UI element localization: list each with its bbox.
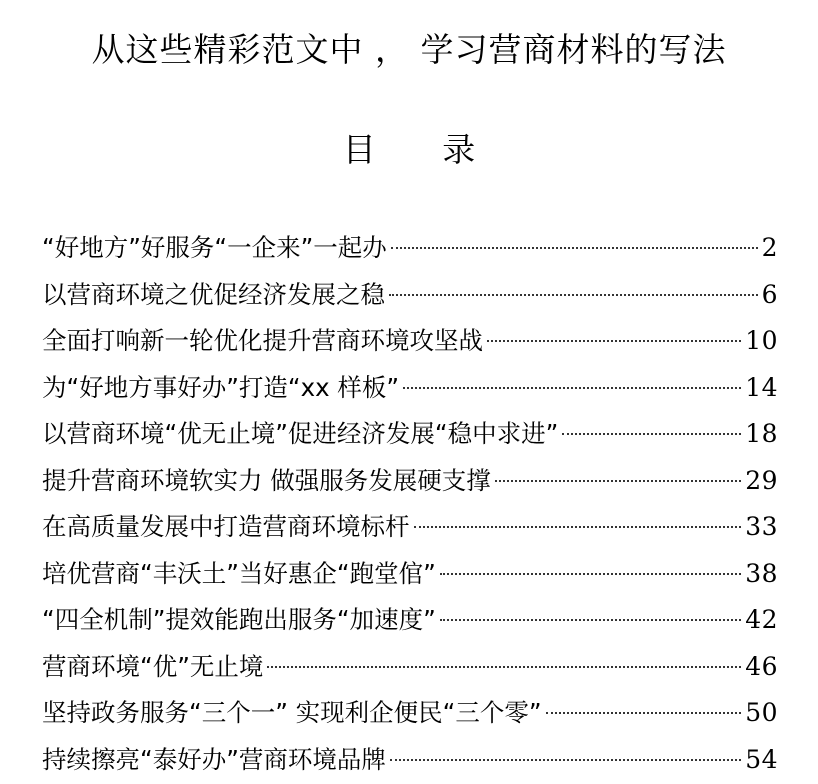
- toc-entry-page: 54: [745, 738, 778, 782]
- toc-heading: 目 录: [0, 128, 818, 172]
- toc-entry-page: 50: [745, 691, 778, 735]
- toc-entry-page: 10: [745, 319, 778, 363]
- toc-entry[interactable]: [42, 459, 778, 506]
- toc-entry-title: 全面打响新一轮优化提升营商环境攻坚战: [42, 319, 483, 363]
- dot-leader: [440, 573, 741, 575]
- dot-leader: [546, 712, 742, 714]
- toc-entry[interactable]: [42, 366, 778, 413]
- dot-leader: [403, 387, 741, 389]
- dot-leader: [440, 619, 741, 621]
- toc-entry-page: 18: [745, 412, 778, 456]
- toc-entry[interactable]: [42, 552, 778, 599]
- toc-entry-page: 2: [762, 226, 778, 270]
- toc-entry-title: 以营商环境“优无止境”促进经济发展“稳中求进”: [42, 412, 558, 456]
- toc-entry-title: 培优营商“丰沃土”当好惠企“跑堂倌”: [42, 552, 436, 596]
- toc-entry[interactable]: [42, 412, 778, 459]
- toc-entry[interactable]: [42, 738, 778, 784]
- toc-entry[interactable]: [42, 319, 778, 366]
- toc-entry[interactable]: [42, 226, 778, 273]
- toc-entry-title: “四全机制”提效能跑出服务“加速度”: [42, 598, 436, 642]
- toc-entry-page: 33: [745, 505, 778, 549]
- dot-leader: [562, 433, 741, 435]
- toc-entry-page: 14: [745, 366, 778, 410]
- toc-entry-page: 42: [745, 598, 778, 642]
- document-title: 从这些精彩范文中 ， 学习营商材料的写法: [0, 28, 818, 72]
- toc-entry-title: 以营商环境之优促经济发展之稳: [42, 273, 385, 317]
- table-of-contents: [42, 226, 778, 784]
- toc-entry-page: 46: [745, 645, 778, 689]
- dot-leader: [267, 666, 741, 668]
- dot-leader: [390, 759, 741, 761]
- dot-leader: [414, 526, 742, 528]
- dot-leader: [495, 480, 741, 482]
- toc-entry[interactable]: [42, 273, 778, 320]
- toc-entry-page: 6: [762, 273, 778, 317]
- toc-entry[interactable]: [42, 505, 778, 552]
- toc-entry[interactable]: [42, 691, 778, 738]
- toc-entry-title: 提升营商环境软实力 做强服务发展硬支撑: [42, 459, 491, 503]
- toc-entry-title: 为“好地方事好办”打造“xx 样板”: [42, 366, 399, 410]
- dot-leader: [391, 247, 758, 249]
- toc-entry-page: 38: [745, 552, 778, 596]
- toc-entry-title: 在高质量发展中打造营商环境标杆: [42, 505, 410, 549]
- toc-entry-title: 营商环境“优”无止境: [42, 645, 263, 689]
- toc-entry-title: “好地方”好服务“一企来”一起办: [42, 226, 387, 270]
- toc-entry[interactable]: [42, 598, 778, 645]
- toc-entry-title: 持续擦亮“泰好办”营商环境品牌: [42, 738, 386, 782]
- dot-leader: [389, 294, 758, 296]
- toc-entry-title: 坚持政务服务“三个一” 实现利企便民“三个零”: [42, 691, 542, 735]
- dot-leader: [487, 340, 741, 342]
- toc-entry-page: 29: [745, 459, 778, 503]
- toc-entry[interactable]: [42, 645, 778, 692]
